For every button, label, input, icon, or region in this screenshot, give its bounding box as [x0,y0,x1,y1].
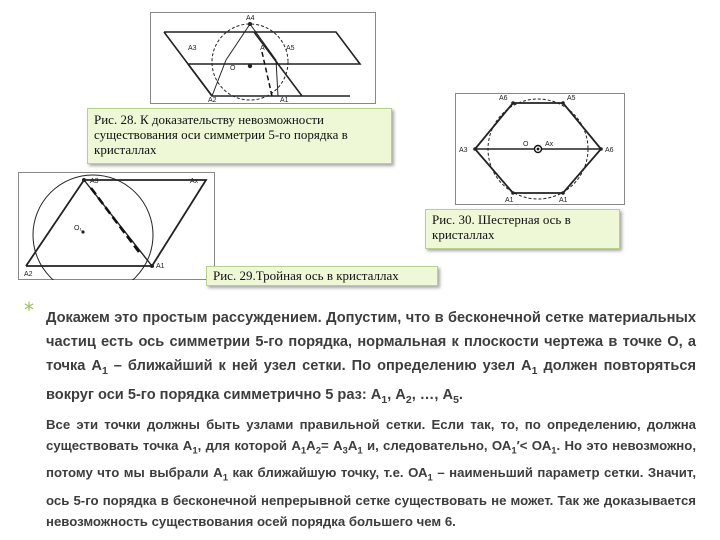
p2-sub-2: 1 [300,445,307,457]
fig28-label-o: O [230,65,236,72]
fig28-label-a1: A1 [280,97,289,104]
p2-text-2: , для которой А [197,438,301,454]
p2-sub-8: 1 [222,473,228,485]
p2-text-10: – наименьший параметр сетки. Значит, ось 5-го порядка в бесконечной непрерывной сетке существовать не может. Так же доказывается невозможность существования осей порядка большего чем 6. [46,465,696,530]
fig30-label-a1-left: A1 [505,197,514,204]
fig30-label-a6: A6 [499,95,508,102]
fig29-label-a2: A2 [24,271,33,278]
p1-text-3: должен повторяться вокруг оси 5-го порядка симметрично 5 раз: А [46,358,696,403]
p1-sub-5: 5 [453,393,459,406]
figure-30-caption: Рис. 30. Шестерная ось в кристаллах [425,209,620,249]
fig30-label-a5: A5 [567,95,576,102]
fig28-label-a5: A5 [286,45,295,52]
p2-sub-6: 1 [511,445,517,457]
fig28-label-a2: A2 [208,97,217,104]
figure-29-caption: Рис. 29.Тройная ось в кристаллах [206,266,438,286]
p2-text-5: А [347,438,358,454]
p2-text-7: ′< ОА [516,438,552,454]
p2-text-8: . Но это невозможно, потому что мы выбрали А [46,438,696,481]
p1-sub-3: 1 [381,393,388,406]
fig29-label-a1: A1 [156,263,165,270]
p1-text-6: . [458,386,463,403]
p1-text-2: – ближайший к ней узел сетки. По определению узел А [107,358,532,374]
p1-text-5: , …, А [411,386,454,403]
fig28-label-a4: A4 [246,15,255,22]
paragraph-2 [46,414,696,533]
p2-sub-7: 1 [551,445,557,457]
fig30-label-a3: A3 [459,147,468,154]
p2-sub-9: 1 [427,473,433,485]
p2-text-1: Все эти точки должны быть узлами правильной сетки. Если так, то, по определению, должна существовать точка А [46,416,696,454]
figure-30-diagram [455,93,625,205]
fig30-label-a1-right: A1 [559,197,568,204]
p2-sub-4: 3 [342,445,348,457]
fig28-label-a3: A3 [188,45,197,52]
fig30-label-o: O [523,141,529,148]
fig30-label-a6-right: A6 [605,147,614,154]
p1-sub-2: 1 [531,364,538,377]
p1-sub-1: 1 [101,364,108,377]
p1-text-1: Докажем это простым рассуждением. Допустим, что в бесконечной сетке материальных частиц есть ось симметрии 5-го порядка, нормальная к плоскости чертежа в точке О, а точка А [46,310,696,374]
p2-text-4: = А [321,438,343,454]
fig29-label-a3: A3 [90,178,99,185]
p2-sub-5: 1 [357,445,363,457]
figure-28-diagram [150,12,376,104]
fig30-label-ax: Ax [545,141,554,148]
fig28-label-a: A [260,45,265,52]
p2-sub-1: 1 [192,445,198,457]
p1-text-4: , А [387,386,406,403]
p2-text-3: А [306,438,316,454]
figure-29-diagram [18,172,215,280]
p2-text-9: как ближайшую точку, т.е. ОА [227,465,428,481]
paragraph-1 [46,306,696,412]
p1-sub-4: 2 [405,393,412,406]
fig29-label-o: O₁ [74,225,82,232]
p2-sub-3: 2 [315,445,321,457]
fig29-label-ax: Ax [190,178,199,185]
bullet-marker: * [24,298,34,322]
p2-text-6: и, следовательно, ОА [362,438,512,454]
body-text [46,306,696,533]
figure-28-caption: Рис. 28. К доказательству невозможности существования оси симметрии 5-го порядка в кристаллах [87,108,392,164]
